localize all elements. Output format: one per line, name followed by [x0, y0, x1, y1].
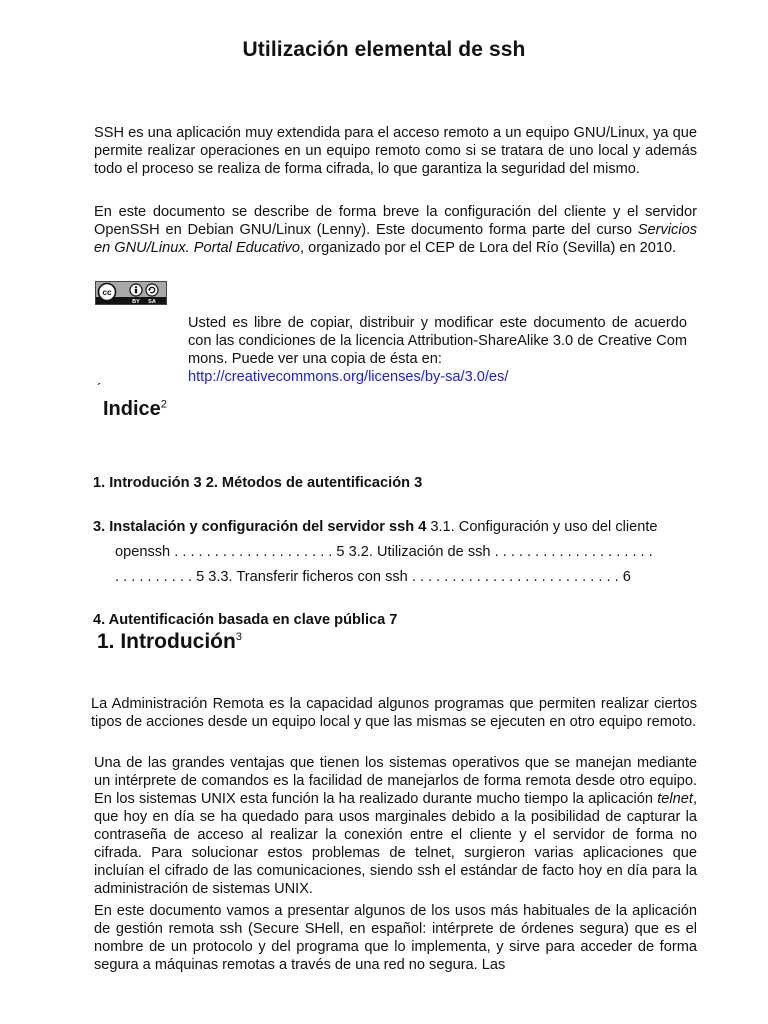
- course-name: Servicios en GNU/Linux. Portal Educativo: [94, 222, 697, 256]
- p2-text-after: , que hoy en día se ha quedado para usos marginales debido a la posibilidad de capturar la contraseña de acceso al realizar la conexión entre el cliente y el servidor de forma no cifrada. Para solucionar estos problemas de telnet, surgieron varias aplicaciones que incluían el cifrado de las comunicaciones, siendo ssh el estándar de facto hoy en día para la administración de sistemas UNIX.: [94, 791, 697, 897]
- license-description: Usted es libre de copiar, distribuir y modificar este documento de acuerdo con las condiciones de la licencia Attribution-ShareAlike 3.0 de Creative Com mons. Puede ver una copia de ésta en:: [188, 315, 687, 367]
- sa-label: SA: [148, 299, 156, 304]
- section-1-paragraph-2: [91, 754, 697, 898]
- toc-line-5[interactable]: 4. Autentificación basada en clave pública 7: [93, 612, 398, 628]
- section-1-heading: [97, 630, 242, 654]
- toc-section-3-1: 3.1. Configuración y uso del cliente: [426, 519, 658, 535]
- index-heading-text: Indice: [103, 398, 161, 420]
- index-heading: [103, 398, 167, 421]
- toc-line-3[interactable]: openssh . . . . . . . . . . . . . . . . . . . . 5 3.2. Utilización de ssh . . . . . . . . . . . . . . . . . . . .: [115, 544, 653, 560]
- section-1-paragraph-1: [91, 695, 697, 731]
- section-1-paragraph-3: [91, 902, 697, 974]
- section-1-footnote[interactable]: 3: [235, 631, 242, 643]
- cc-license-badge: [95, 281, 167, 305]
- section-1-paragraph-3-text: En este documento vamos a presentar algunos de los usos más habituales de la aplicación de gestión remota ssh (Secure SHell, en español: intérprete de órdenes segura) que es el nombre de un protocolo y del programa que lo implementa, y sirve para acceder de forma segura a máquinas remotas a través de una red no segura. Las: [94, 903, 697, 973]
- document-title: Utilización elemental de ssh: [242, 38, 526, 61]
- cc-label: cc: [102, 288, 112, 297]
- license-link[interactable]: http://creativecommons.org/licenses/by-sa/3.0/es/: [188, 369, 509, 385]
- p2-text-before: Una de las grandes ventajas que tienen los sistemas operativos que se manejan mediante un intérprete de comandos es la facilidad de manejarlos de forma remota desde otro equipo. En los sistemas UNIX esta función la ha realizado durante mucho tiempo la aplicación: [94, 755, 697, 807]
- course-paragraph: [91, 203, 697, 257]
- toc-section-3: 3. Instalación y configuración del servidor ssh 4: [93, 519, 427, 535]
- license-text: [188, 314, 687, 386]
- telnet-term: telnet: [657, 791, 693, 807]
- sa-icon: [146, 284, 158, 296]
- course-text-after: , organizado por el CEP de Lora del Río (Sevilla) en 2010.: [300, 240, 677, 256]
- toc-line-4[interactable]: . . . . . . . . . . 5 3.3. Transferir ficheros con ssh . . . . . . . . . . . . . . . . . . . . . . . . . . 6: [115, 569, 631, 585]
- index-footnote[interactable]: 2: [160, 398, 167, 411]
- toc-line-1[interactable]: 1. Introdución 3 2. Métodos de autentificación 3: [93, 475, 423, 491]
- intro-paragraph-text: SSH es una aplicación muy extendida para el acceso remoto a un equipo GNU/Linux, ya que permite realizar operaciones en un equipo remoto como si se tratara de uno local y además todo el proceso se realiza de forma cifrada, lo que garantiza la seguridad del mismo.: [94, 125, 697, 177]
- course-text-before: En este documento se describe de forma breve la configuración del cliente y el servidor OpenSSH en Debian GNU/Linux (Lenny). Este documento forma parte del curso: [94, 204, 697, 238]
- section-1-heading-text: 1. Introdución: [97, 630, 236, 653]
- toc-line-2[interactable]: [93, 518, 658, 536]
- by-label: BY: [132, 299, 140, 304]
- section-1-paragraph-1-text: La Administración Remota es la capacidad algunos programas que permiten realizar ciertos tipos de acciones desde un equipo local y que las mismas se ejecuten en otro equipo remoto.: [91, 696, 697, 730]
- index-accent-mark: ´: [97, 380, 102, 396]
- intro-paragraph: [91, 124, 697, 178]
